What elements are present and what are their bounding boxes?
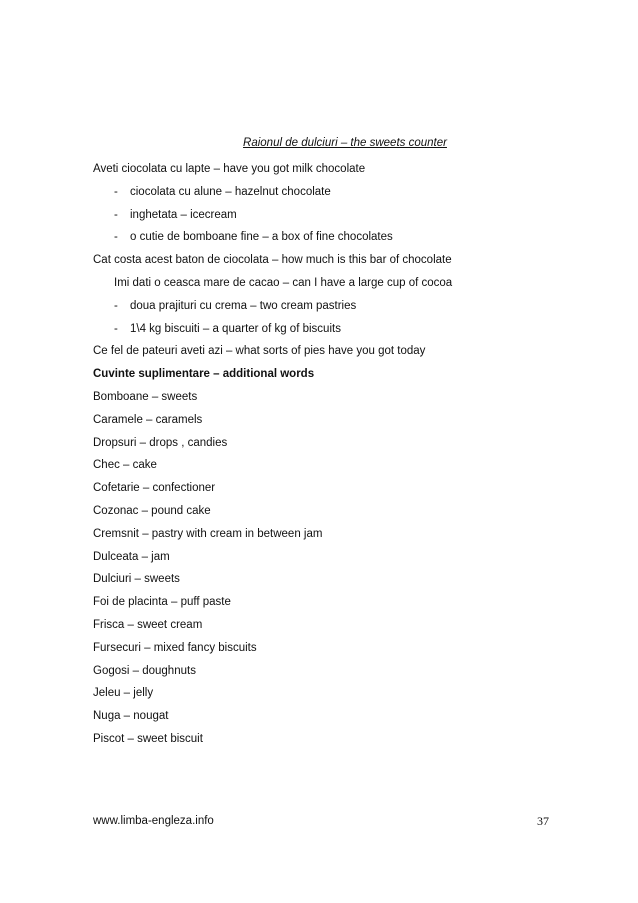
line-text: Dropsuri – drops , candies [93,436,228,449]
text-line [93,705,578,728]
line-text: Gogosi – doughnuts [93,664,196,677]
line-text: inghetata – icecream [130,208,237,221]
line-text: Chec – cake [93,459,157,472]
line-text: Cat costa acest baton de ciocolata – how much is this bar of chocolate [93,254,452,267]
text-line [93,660,578,683]
line-text: Ce fel de pateuri aveti azi – what sorts of pies have you got today [93,345,426,358]
bullet-item [93,226,578,249]
line-text: Piscot – sweet biscuit [93,732,203,745]
bullet-dash: - [114,185,118,198]
line-text: Caramele – caramels [93,413,203,426]
line-text: Imi dati o ceasca mare de cacao – can I have a large cup of cocoa [114,276,453,289]
line-text: 1\4 kg biscuiti – a quarter of kg of biscuits [130,322,341,335]
text-line [93,637,578,660]
content-lines [93,158,578,751]
section-heading [93,363,578,386]
text-line [93,386,578,409]
bullet-item [93,318,578,341]
line-text: Aveti ciocolata cu lapte – have you got milk chocolate [93,163,366,175]
line-text: Cuvinte suplimentare – additional words [93,368,315,381]
text-line [93,614,578,637]
line-text: Dulciuri – sweets [93,573,180,586]
line-text: Cozonac – pound cake [93,504,211,517]
text-line [93,249,578,272]
line-text: Cremsnit – pastry with cream in between jam [93,527,323,540]
text-line [93,568,578,591]
line-text: o cutie de bomboane fine – a box of fine chocolates [130,231,393,244]
bullet-dash: - [114,299,118,312]
text-line [93,409,578,432]
section-title: Raionul de dulciuri – the sweets counter [243,137,447,149]
text-line [93,546,578,569]
text-line [93,340,578,363]
bullet-item [93,181,578,204]
line-text: Frisca – sweet cream [93,618,203,631]
line-text: Nuga – nougat [93,710,169,723]
text-line [93,454,578,477]
line-text: Bomboane – sweets [93,390,198,403]
line-text: Dulceata – jam [93,550,170,563]
text-line [93,591,578,614]
text-line [93,728,578,751]
text-line [93,682,578,705]
line-text: Foi de placinta – puff paste [93,596,231,609]
page-number: 37 [537,814,549,828]
line-text: Fursecuri – mixed fancy biscuits [93,641,257,654]
bullet-dash: - [114,231,118,244]
footer-url: www.limba-engleza.info [93,815,214,827]
text-line [93,523,578,546]
text-line [93,272,578,295]
bullet-item [93,295,578,318]
text-line [93,158,578,181]
line-text: ciocolata cu alune – hazelnut chocolate [130,185,331,198]
line-text: Cofetarie – confectioner [93,482,216,495]
text-line [93,432,578,455]
bullet-item [93,204,578,227]
bullet-dash: - [114,208,118,221]
text-line [93,500,578,523]
line-text: doua prajituri cu crema – two cream pastries [130,299,357,312]
bullet-dash: - [114,322,118,335]
text-line [93,477,578,500]
line-text: Jeleu – jelly [93,687,154,700]
